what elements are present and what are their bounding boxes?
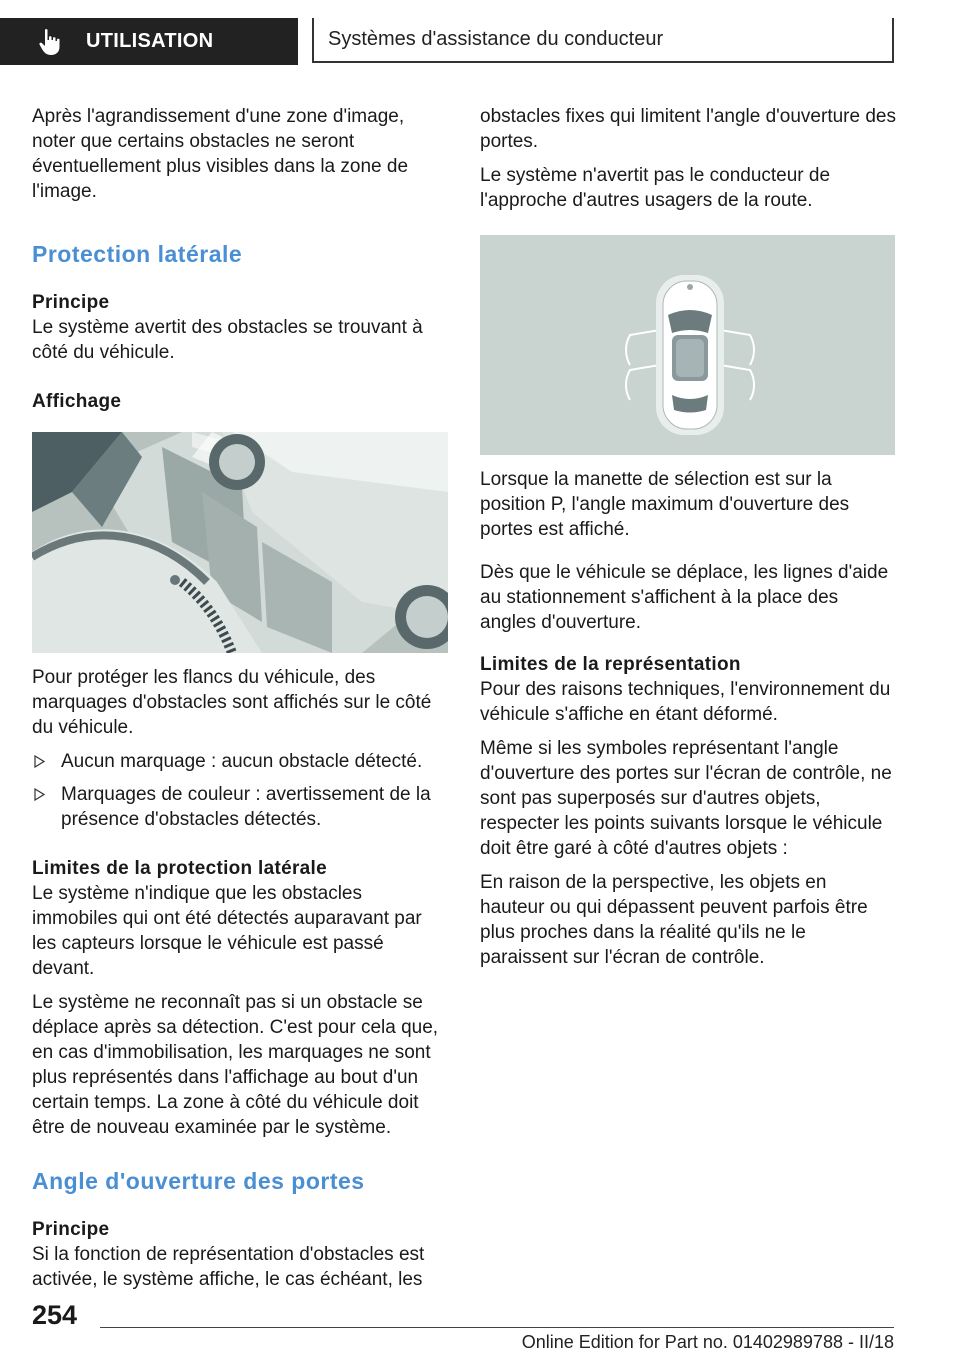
limites-paragraph-1: Le système n'indique que les obstacles immobiles qui ont été détectés auparavant par les capteurs lorsque le véhicule est passé devant. (32, 883, 422, 979)
representation-paragraph-3: En raison de la perspective, les objets en hauteur ou qui dépassent peuvent parfois être plus proches dans la réalité qu'ils ne le paraissent sur l'écran de contrôle. (480, 872, 868, 968)
section-heading-protection: Protection latérale (32, 241, 243, 267)
list-item: Aucun marquage : aucun obstacle détecté. (32, 749, 448, 774)
limites-paragraph-2: Le système ne reconnaît pas si un obstacle se déplace après sa détection. C'est pour cela que, en cas d'immobilisation, les marquages ne sont plus représentés dans l'affichage au bout d'un certain temps. La zone à côté du véhicule doit être de nouveau examinée par le système. (32, 992, 439, 1138)
principe-paragraph: Le système avertit des obstacles se trouvant à côté du véhicule. (32, 317, 423, 363)
intro-paragraph: Après l'agrandissement d'une zone d'image, noter que certains obstacles ne seront éventuellement plus visibles dans la zone de l'image. (32, 106, 409, 202)
subheading-limites-protection: Limites de la protection latérale (32, 858, 327, 879)
moving-paragraph: Dès que le véhicule se déplace, les lignes d'aide au stationnement s'affichent à la place des angles d'ouverture. (480, 562, 889, 633)
marking-bullet-list (32, 749, 448, 832)
subheading-principe: Principe (32, 292, 110, 313)
continued-paragraph: obstacles fixes qui limitent l'angle d'ouverture des portes. (480, 106, 896, 152)
subheading-limites-representation: Limites de la représentation (480, 654, 741, 675)
triangle-bullet-icon (34, 755, 45, 768)
principe-2-paragraph: Si la fonction de représentation d'obstacles est activée, le système affiche, le cas échéant, les (32, 1244, 425, 1290)
representation-paragraph-2: Même si les symboles représentant l'angle d'ouverture des portes sur l'écran de contrôle, ne sont pas superposés sur d'autres objets, respecter les points suivants lorsque le véhicule doit être garé à côté d'autres objets : (480, 738, 892, 859)
selection-paragraph: Lorsque la manette de sélection est sur la position P, l'angle maximum d'ouverture des portes est affiché. (480, 469, 850, 540)
representation-paragraph-1: Pour des raisons techniques, l'environnement du véhicule s'affiche en étant déformé. (480, 679, 891, 725)
subheading-principe-2: Principe (32, 1219, 110, 1240)
chapter-tab (0, 18, 298, 65)
chapter-tab-label: UTILISATION (86, 30, 214, 52)
section-heading-angle: Angle d'ouverture des portes (32, 1168, 365, 1194)
list-item: Marquages de couleur : avertissement de la présence d'obstacles détectés. (32, 782, 448, 832)
page-number: 254 (32, 1300, 78, 1330)
section-title: Systèmes d'assistance du conducteur (328, 28, 664, 50)
triangle-bullet-icon (34, 788, 45, 801)
right-column (480, 104, 896, 970)
affichage-paragraph: Pour protéger les flancs du véhicule, des marquages d'obstacles sont affichés sur le côté du véhicule. (32, 667, 432, 738)
side-protection-illustration (32, 432, 448, 653)
left-column (32, 104, 448, 1292)
subheading-affichage: Affichage (32, 391, 122, 412)
edition-footer: Online Edition for Part no. 01402989788 - II/18 (521, 1332, 894, 1352)
hand-pointer-icon (38, 28, 64, 56)
section-header (312, 18, 894, 63)
warning-paragraph: Le système n'avertit pas le conducteur de l'approche d'autres usagers de la route. (480, 165, 831, 211)
door-angle-illustration (480, 235, 895, 455)
footer-rule (100, 1327, 894, 1328)
